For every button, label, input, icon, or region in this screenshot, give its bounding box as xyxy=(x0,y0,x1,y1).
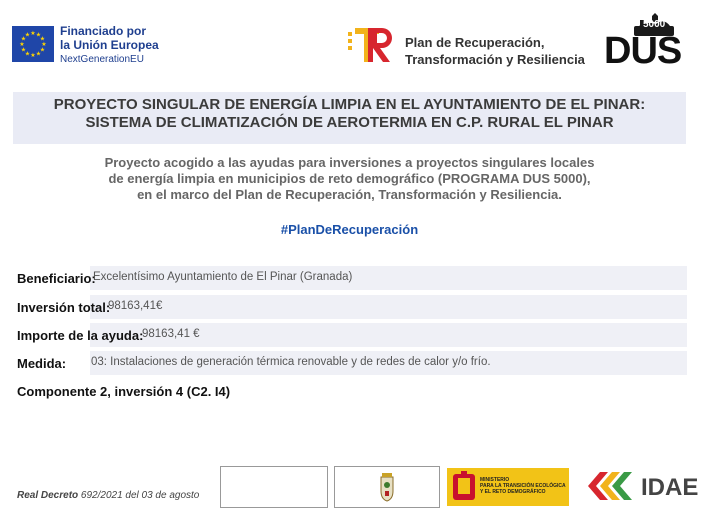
svg-text:★: ★ xyxy=(41,41,47,48)
svg-text:★: ★ xyxy=(20,35,27,43)
svg-text:★: ★ xyxy=(24,50,31,58)
idae-wordmark: IDAE xyxy=(641,474,699,501)
beneficiario-value: Excelentísimo Ayuntamiento de El Pinar (Granada) xyxy=(93,271,353,283)
project-description-line1: Proyecto acogido a las ayudas para inversiones a proyectos singulares locales xyxy=(104,155,595,170)
crest-icon xyxy=(335,467,439,507)
svg-text:★: ★ xyxy=(20,46,27,54)
ministry-line-1: MINISTERIO xyxy=(480,477,510,483)
svg-text:★: ★ xyxy=(19,41,25,48)
hashtag: #PlanDeRecuperación xyxy=(280,222,419,237)
eu-funded-line1: Financiado por xyxy=(60,24,147,38)
inversion-label: Inversión total: xyxy=(17,300,111,315)
real-decreto-text xyxy=(17,490,199,501)
idae-symbol-icon xyxy=(580,466,636,506)
project-description-line2: de energía limpia en municipios de reto demográfico (PROGRAMA DUS 5000), xyxy=(108,171,591,186)
ministry-name xyxy=(480,477,566,495)
dus-wordmark: DUS xyxy=(604,30,682,72)
project-title-line1: PROYECTO SINGULAR DE ENERGÍA LIMPIA EN EL AYUNTAMIENTO DE EL PINAR: xyxy=(53,96,646,113)
project-title-line2: SISTEMA DE CLIMATIZACIÓN DE AEROTERMIA EN C.P. RURAL EL PINAR xyxy=(85,114,614,131)
inversion-row xyxy=(90,295,687,319)
decree-prefix: Real Decreto xyxy=(17,490,79,501)
svg-text:★: ★ xyxy=(39,35,46,43)
eu-funded-line2: la Unión Europea xyxy=(60,38,159,52)
project-description-line3: en el marco del Plan de Recuperación, Transformación y Resiliencia. xyxy=(137,187,562,202)
ayuda-label: Importe de la ayuda: xyxy=(17,328,144,343)
svg-text:★: ★ xyxy=(24,31,31,39)
eu-nextgen-label: NextGenerationEU xyxy=(60,54,144,65)
decree-rest: 692/2021 del 03 de agosto xyxy=(78,490,200,501)
svg-text:★: ★ xyxy=(30,30,36,37)
plan-title-line1: Plan de Recuperación, xyxy=(405,35,545,50)
eu-stars-icon xyxy=(12,26,54,62)
svg-text:★: ★ xyxy=(35,31,42,39)
ministry-line-2: PARA LA TRANSICIÓN ECOLÓGICA xyxy=(480,483,566,489)
ayuda-value: 98163,41 € xyxy=(142,328,200,340)
componente-label: Componente 2, inversión 4 (C2. I4) xyxy=(17,384,231,399)
medida-label: Medida: xyxy=(17,356,67,371)
prtr-logo xyxy=(346,24,396,66)
inversion-value: 98163,41€ xyxy=(108,300,163,312)
ministry-line-3: Y EL RETO DEMOGRÁFICO xyxy=(480,489,546,495)
medida-value: 03: Instalaciones de generación térmica renovable y de redes de calor y/o frío. xyxy=(91,356,491,368)
beneficiario-label: Beneficiario: xyxy=(17,271,96,286)
svg-text:★: ★ xyxy=(35,50,42,58)
municipal-crest-box xyxy=(334,466,440,508)
svg-text:★: ★ xyxy=(39,46,46,54)
eu-flag-logo xyxy=(12,26,54,62)
dus-number: 5000 xyxy=(643,19,666,30)
plan-title-line2: Transformación y Resiliencia xyxy=(405,52,585,67)
svg-text:★: ★ xyxy=(30,52,36,59)
logo-placeholder-box xyxy=(220,466,328,508)
